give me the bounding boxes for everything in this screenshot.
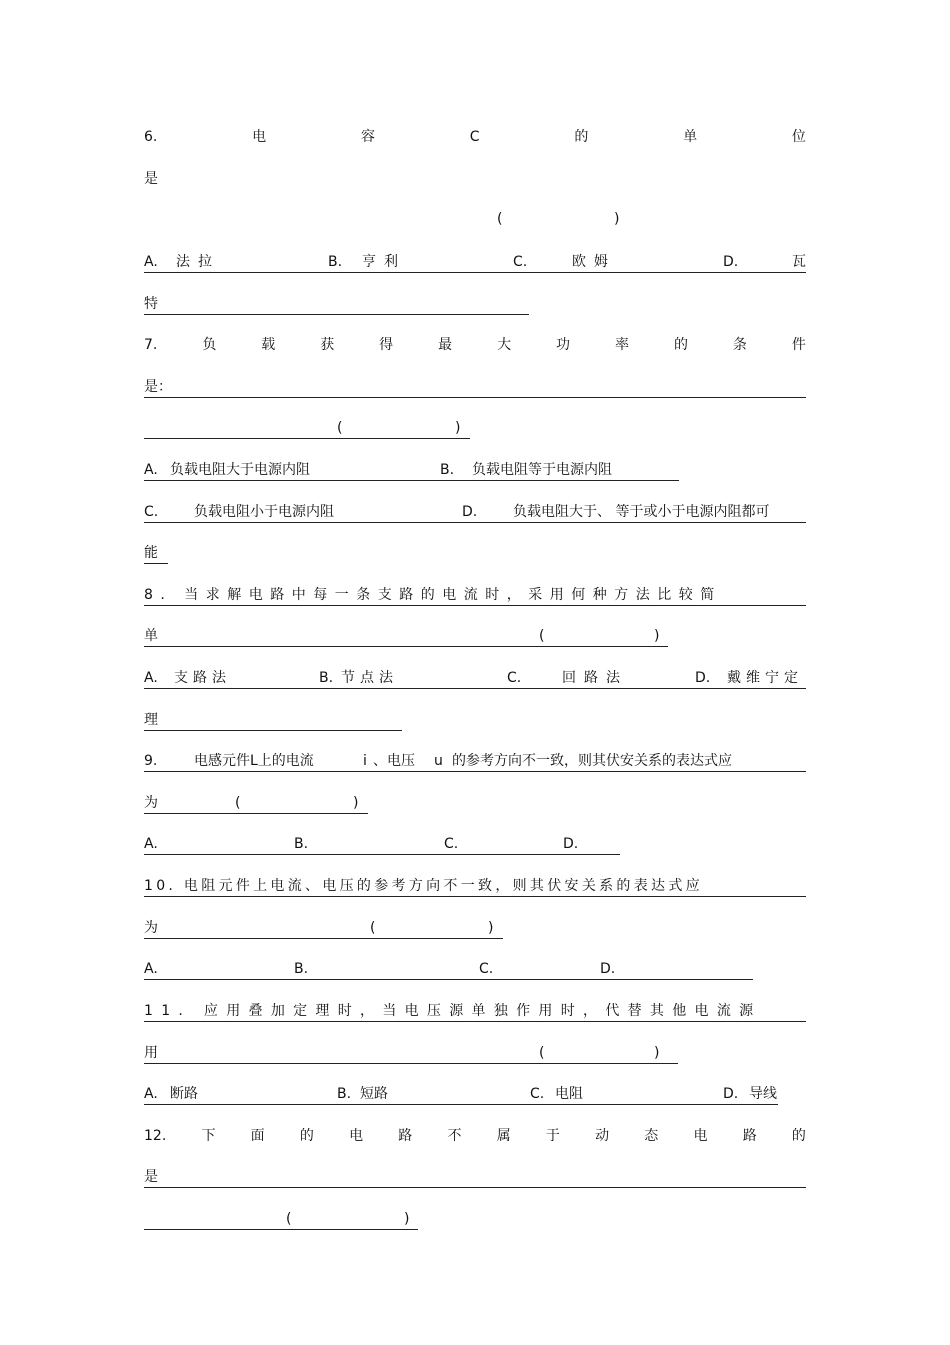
option-d-label: D. <box>723 254 739 270</box>
q11-stem-word: 用 <box>144 1045 158 1061</box>
q8-stem-line: 8. 当求解电路中每一条支路的电流时，采用何种方法比较简 <box>144 585 806 606</box>
option-d-text: 戴维宁定 <box>727 670 803 686</box>
paren-close: ) <box>353 795 359 811</box>
q6-word: 位 <box>791 129 806 145</box>
q9-text: 的参考方向不一致，则其伏安关系的表达式应 <box>452 753 732 769</box>
option-c-label: C. <box>507 670 522 686</box>
q7-word: 功 <box>556 337 571 353</box>
option-a-text: 支路法 <box>174 670 231 686</box>
q7-word: 率 <box>614 337 629 353</box>
option-b-text: 节点法 <box>341 670 398 686</box>
q12-word: 路 <box>398 1128 413 1144</box>
option-a-label: A. <box>144 670 158 686</box>
q12-word: 电 <box>693 1128 708 1144</box>
q11-stem-cont <box>144 1043 678 1064</box>
q6-word: 容 <box>360 129 375 145</box>
option-b-label: B. <box>319 670 334 686</box>
option-b-text: 亨利 <box>362 254 406 270</box>
q12-word: 动 <box>595 1128 610 1144</box>
q12-word: 不 <box>447 1128 462 1144</box>
option-b-label: B. <box>294 961 309 977</box>
q9-stem-line <box>144 751 806 772</box>
q7-stem-line <box>144 335 806 355</box>
q7-word: 负 <box>202 337 217 353</box>
option-c-text: 负载电阻小于电源内阻 <box>194 504 334 520</box>
option-b-label: B. <box>440 462 455 478</box>
option-a-text: 法拉 <box>176 254 220 270</box>
q7-answer-blank <box>144 418 470 439</box>
q6-options-line <box>144 252 806 273</box>
q12-word: 下 <box>201 1128 216 1144</box>
option-d-label: D. <box>563 836 579 852</box>
option-b-text: 负载电阻等于电源内阻 <box>472 462 612 478</box>
option-a-text: 负载电阻大于电源内阻 <box>170 462 310 478</box>
q10-options-line <box>144 959 753 980</box>
q7-word: 大 <box>497 337 512 353</box>
option-b-label: B. <box>328 254 343 270</box>
q8-options-cont: 理 <box>144 710 402 731</box>
option-c-text: 回路法 <box>562 670 628 686</box>
q8-stem-word: 单 <box>144 628 158 644</box>
q6-options-cont: 特 <box>144 294 529 315</box>
q9-text: 电感元件L上的电流 <box>194 753 314 769</box>
q12-word: 的 <box>299 1128 314 1144</box>
option-b-text: 短路 <box>360 1086 388 1102</box>
q12-word: 态 <box>644 1128 659 1144</box>
q10-stem-cont <box>144 918 503 939</box>
paren-close: ) <box>654 1045 660 1061</box>
q12-number: 12. <box>144 1128 167 1144</box>
q7-word: 条 <box>732 337 747 353</box>
option-d-label: D. <box>695 670 711 686</box>
option-c-text: 欧姆 <box>572 254 616 270</box>
q9-variable-i: i <box>363 753 367 769</box>
option-d-label: D. <box>723 1086 739 1102</box>
paren-open: ( <box>235 795 241 811</box>
option-a-text: 断路 <box>170 1086 198 1102</box>
q7-stem-cont: 是： <box>144 377 806 398</box>
option-a-label: A. <box>144 462 158 478</box>
q6-word: 电 <box>252 129 267 145</box>
q10-stem-word: 为 <box>144 920 158 936</box>
option-c-label: C. <box>513 254 528 270</box>
q7-word: 件 <box>791 337 806 353</box>
q7-options-cont: 能 <box>144 543 168 564</box>
option-c-label: C. <box>479 961 494 977</box>
q9-stem-cont <box>144 793 368 814</box>
paren-open: ( <box>539 1045 545 1061</box>
option-b-label: B. <box>294 836 309 852</box>
q7-word: 得 <box>379 337 394 353</box>
q10-stem-line: 10. 电阻元件上电流、电压的参考方向不一致，则其伏安关系的表达式应 <box>144 876 806 897</box>
q12-answer-blank <box>144 1209 418 1230</box>
q8-stem-cont <box>144 626 668 647</box>
paren-open: ( <box>539 628 545 644</box>
option-d-text: 瓦 <box>792 254 806 270</box>
option-d-text: 负载电阻大于、 等于或小于电源内阻都可 <box>513 504 770 520</box>
option-c-label: C. <box>530 1086 545 1102</box>
paren-close: ) <box>488 920 494 936</box>
q6-answer-blank <box>144 209 806 229</box>
q12-stem-cont: 是 <box>144 1167 806 1188</box>
option-c-text: 电阻 <box>555 1086 583 1102</box>
option-d-label: D. <box>462 504 478 520</box>
q6-stem-line <box>144 127 806 147</box>
q12-word: 属 <box>496 1128 511 1144</box>
q8-options-line <box>144 668 806 689</box>
option-d-label: D. <box>600 961 616 977</box>
option-a-label: A. <box>144 961 158 977</box>
q12-word: 路 <box>742 1128 757 1144</box>
q6-number: 6. <box>144 129 158 145</box>
paren-open: ( <box>286 1211 292 1227</box>
q12-stem-line <box>144 1126 806 1146</box>
q7-word: 最 <box>438 337 453 353</box>
q12-word: 面 <box>250 1128 265 1144</box>
q7-options-cd <box>144 502 806 523</box>
paren-close: ) <box>455 420 461 436</box>
q9-stem-word: 为 <box>144 795 158 811</box>
q9-number: 9. <box>144 753 158 769</box>
q9-text: 、电压 <box>373 753 415 769</box>
q7-options-ab <box>144 460 679 481</box>
paren-close: ) <box>404 1211 410 1227</box>
q7-word: 载 <box>261 337 276 353</box>
option-c-label: C. <box>144 504 159 520</box>
option-c-label: C. <box>444 836 459 852</box>
q12-word: 的 <box>791 1128 806 1144</box>
q6-word: C <box>469 129 480 145</box>
paren-close: ) <box>654 628 660 644</box>
option-d-text: 导线 <box>749 1086 777 1102</box>
q11-options-line <box>144 1084 778 1105</box>
q6-stem-cont: 是 <box>144 171 158 187</box>
q9-options-line <box>144 834 620 855</box>
paren-close: ) <box>614 211 620 227</box>
q11-stem-line: 11. 应用叠加定理时，当电压源单独作用时，代替其他电流源 <box>144 1001 806 1022</box>
option-a-label: A. <box>144 1086 158 1102</box>
q7-word: 获 <box>320 337 335 353</box>
q7-word: 的 <box>673 337 688 353</box>
q12-word: 电 <box>349 1128 364 1144</box>
paren-open: ( <box>337 420 343 436</box>
q12-word: 于 <box>545 1128 560 1144</box>
option-a-label: A. <box>144 254 158 270</box>
option-b-label: B. <box>337 1086 352 1102</box>
q6-word: 单 <box>683 129 698 145</box>
paren-open: ( <box>497 211 503 227</box>
option-a-label: A. <box>144 836 158 852</box>
q6-word: 的 <box>574 129 589 145</box>
q7-number: 7. <box>144 337 158 353</box>
paren-open: ( <box>370 920 376 936</box>
q9-variable-u: u <box>434 753 443 769</box>
